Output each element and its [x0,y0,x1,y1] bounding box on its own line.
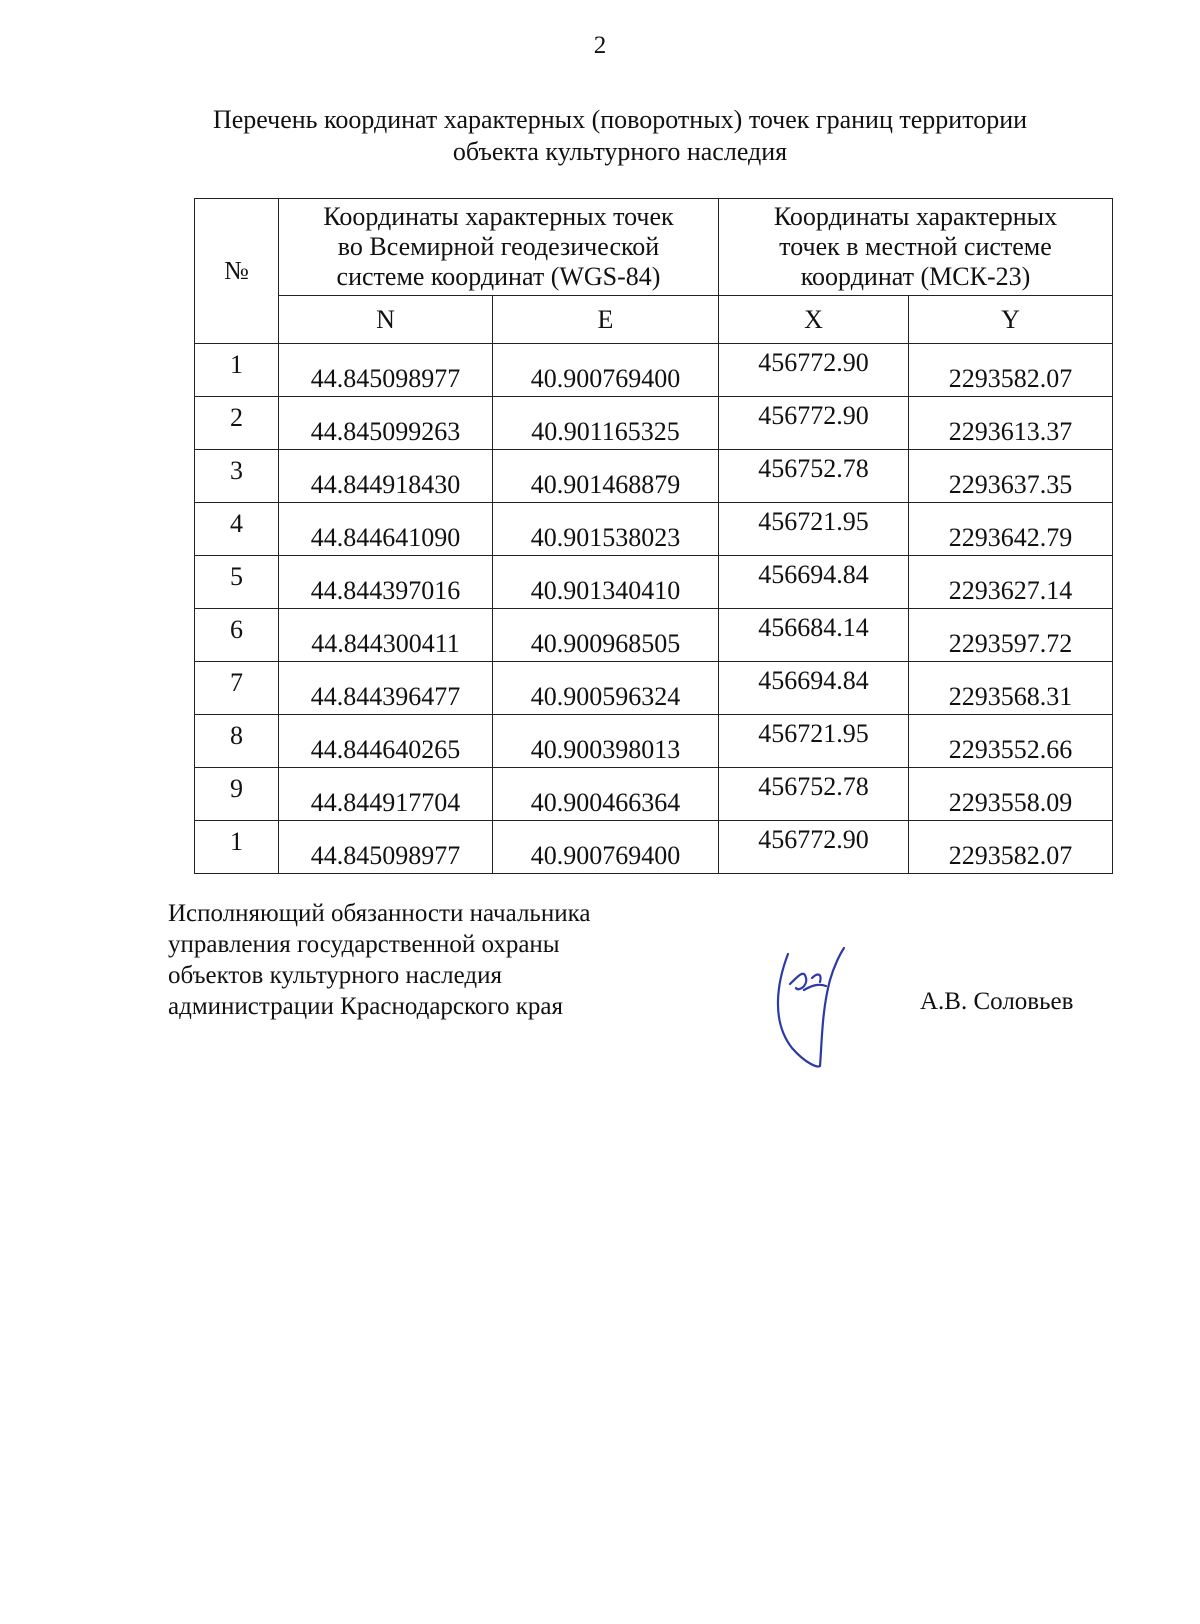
table-header-row [195,199,1113,296]
table-row [195,556,1113,609]
coordinate-x: 456721.95 [719,503,909,556]
coordinate-x: 456772.90 [719,344,909,397]
table-row [195,768,1113,821]
header-wgs84-line-3: системе координат (WGS-84) [336,262,661,291]
table-row [195,397,1113,450]
coordinate-x: 456721.95 [719,715,909,768]
table-row [195,503,1113,556]
position-line-3: объектов культурного наследия [168,962,502,989]
coordinate-x: 456684.14 [719,609,909,662]
position-line-2: управления государственной охраны [168,931,560,958]
longitude-e: 40.901538023 [493,503,719,556]
longitude-e: 40.901165325 [493,397,719,450]
latitude-n: 44.845099263 [279,397,493,450]
table-row [195,344,1113,397]
coordinate-x: 456772.90 [719,821,909,874]
longitude-e: 40.901468879 [493,450,719,503]
header-number: № [195,199,279,344]
latitude-n: 44.844397016 [279,556,493,609]
longitude-e: 40.901340410 [493,556,719,609]
coordinate-x: 456694.84 [719,662,909,715]
title-line-2: объекта культурного наследия [452,137,788,166]
coordinate-y: 2293642.79 [909,503,1113,556]
header-wgs84 [279,199,719,296]
point-number: 4 [195,503,279,556]
handwritten-signature [760,940,870,1080]
header-wgs84-line-2: во Всемирной геодезической [337,232,660,261]
table-row [195,609,1113,662]
point-number: 9 [195,768,279,821]
title-line-1: Перечень координат характерных (поворотных) точек границ территории [212,105,1028,134]
coordinate-y: 2293568.31 [909,662,1113,715]
latitude-n: 44.844918430 [279,450,493,503]
header-x: X [719,296,909,344]
point-number: 1 [195,344,279,397]
latitude-n: 44.844300411 [279,609,493,662]
coordinate-x: 456772.90 [719,397,909,450]
latitude-n: 44.845098977 [279,344,493,397]
table-row [195,662,1113,715]
point-number: 6 [195,609,279,662]
point-number: 7 [195,662,279,715]
header-msk23-line-3: координат (МСК-23) [800,262,1031,291]
header-msk23-line-2: точек в местной системе [779,232,1052,261]
table-row [195,821,1113,874]
longitude-e: 40.900398013 [493,715,719,768]
header-msk23 [719,199,1113,296]
signer-name: А.В. Соловьев [920,988,1074,1015]
document-title [150,104,1090,168]
coordinate-y: 2293637.35 [909,450,1113,503]
coordinate-y: 2293558.09 [909,768,1113,821]
latitude-n: 44.844640265 [279,715,493,768]
header-n: N [279,296,493,344]
coordinate-y: 2293582.07 [909,344,1113,397]
longitude-e: 40.900769400 [493,821,719,874]
coordinate-y: 2293627.14 [909,556,1113,609]
point-number: 1 [195,821,279,874]
latitude-n: 44.844641090 [279,503,493,556]
position-line-1: Исполняющий обязанности начальника [168,900,591,927]
coordinate-y: 2293597.72 [909,609,1113,662]
position-line-4: администрации Краснодарского края [168,993,564,1020]
coordinate-y: 2293613.37 [909,397,1113,450]
coordinate-y: 2293582.07 [909,821,1113,874]
coordinate-y: 2293552.66 [909,715,1113,768]
latitude-n: 44.845098977 [279,821,493,874]
header-wgs84-line-1: Координаты характерных точек [323,202,674,231]
table-row [195,450,1113,503]
header-y: Y [909,296,1113,344]
coordinate-x: 456752.78 [719,450,909,503]
longitude-e: 40.900769400 [493,344,719,397]
latitude-n: 44.844396477 [279,662,493,715]
page-number: 2 [593,32,607,59]
header-e: E [493,296,719,344]
point-number: 2 [195,397,279,450]
coordinate-x: 456694.84 [719,556,909,609]
coordinates-table [194,198,1113,874]
latitude-n: 44.844917704 [279,768,493,821]
table-subheader-row [195,296,1113,344]
point-number: 8 [195,715,279,768]
header-msk23-line-1: Координаты характерных [773,202,1058,231]
table-body [195,344,1113,874]
coordinate-x: 456752.78 [719,768,909,821]
point-number: 3 [195,450,279,503]
table-row [195,715,1113,768]
signatory-position [168,898,688,1022]
longitude-e: 40.900968505 [493,609,719,662]
point-number: 5 [195,556,279,609]
longitude-e: 40.900596324 [493,662,719,715]
longitude-e: 40.900466364 [493,768,719,821]
